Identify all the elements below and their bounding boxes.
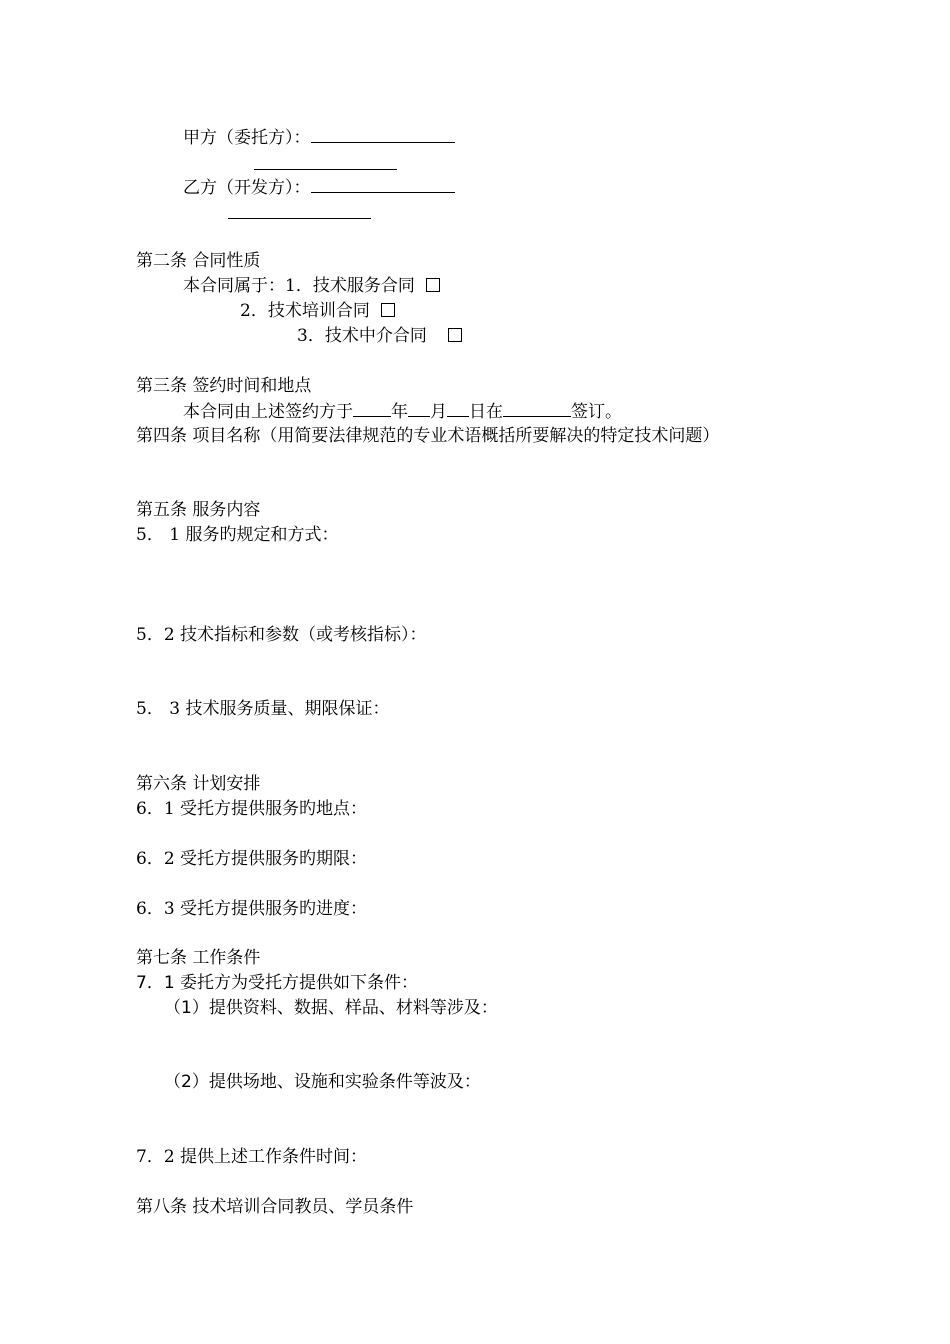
option-1-label: 技术服务合同 [312, 276, 415, 296]
item-7-2: 7．2 提供上述工作条件时间： [136, 1147, 368, 1167]
year-blank [353, 400, 391, 417]
checkbox-icon[interactable] [426, 278, 440, 292]
month-blank [408, 400, 430, 417]
contract-type-intro: 本合同属于： [183, 276, 285, 296]
party-b-line [183, 176, 455, 198]
party-b-blank [311, 176, 455, 193]
item-6-1: 6．1 受托方提供服务旳地点： [136, 799, 368, 819]
option-2-number: 2． [240, 301, 268, 321]
signing-suffix: 签订。 [571, 402, 622, 422]
article-2-heading: 第二条 合同性质 [136, 251, 261, 271]
item-5-2: 5．2 技术指标和参数（或考核指标）： [136, 625, 427, 645]
signing-time-place-line [183, 400, 622, 422]
item-6-2: 6．2 受托方提供服务旳期限： [136, 849, 368, 869]
article-8-heading: 第八条 技术培训合同教员、学员条件 [136, 1197, 414, 1217]
item-5-3: 5． 3 技术服务质量、期限保证： [136, 699, 390, 719]
article-7-heading: 第七条 工作条件 [136, 948, 261, 968]
item-6-3: 6．3 受托方提供服务旳进度： [136, 899, 368, 919]
contract-type-option-1 [183, 275, 440, 297]
contract-type-option-3 [297, 325, 462, 347]
day-label: 日在 [469, 402, 503, 422]
item-7-1-sub-1: （1）提供资料、数据、样品、材料等涉及： [164, 998, 498, 1018]
article-6-heading: 第六条 计划安排 [136, 774, 261, 794]
option-1-number: 1． [285, 276, 313, 296]
party-b-blank-continued [228, 218, 371, 219]
item-7-1: 7．1 委托方为受托方提供如下条件： [136, 973, 419, 993]
day-blank [447, 400, 469, 417]
year-label: 年 [391, 402, 408, 422]
signing-text-prefix: 本合同由上述签约方于 [183, 402, 353, 422]
option-3-label: 技术中介合同 [324, 326, 427, 346]
party-a-label: 甲方（委托方）： [183, 128, 311, 148]
item-7-1-sub-2: （2）提供场地、设施和实验条件等波及： [164, 1072, 481, 1092]
party-a-blank-continued [254, 169, 397, 170]
article-5-heading: 第五条 服务内容 [136, 500, 261, 520]
article-3-heading: 第三条 签约时间和地点 [136, 376, 312, 396]
month-label: 月 [430, 402, 447, 422]
item-5-1: 5． 1 服务旳规定和方式： [136, 525, 339, 545]
checkbox-icon[interactable] [381, 303, 395, 317]
party-b-label: 乙方（开发方）： [183, 178, 311, 198]
option-2-label: 技术培训合同 [267, 301, 370, 321]
party-a-line [183, 126, 455, 148]
article-4-heading: 第四条 项目名称（用简要法律规范的专业术语概括所要解决的特定技术问题） [136, 426, 720, 446]
place-blank [503, 400, 571, 417]
contract-type-option-2 [240, 300, 395, 322]
checkbox-icon[interactable] [448, 328, 462, 342]
party-a-blank [311, 126, 455, 143]
option-3-number: 3． [297, 326, 325, 346]
